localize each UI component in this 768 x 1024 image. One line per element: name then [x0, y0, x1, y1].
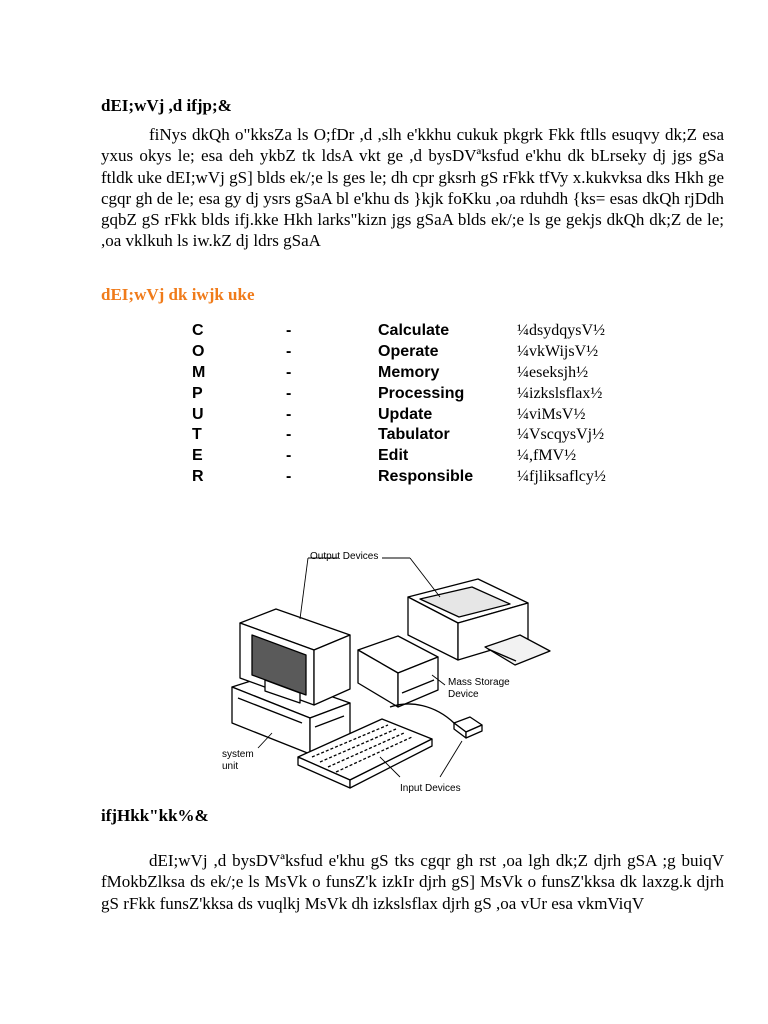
heading-computer-intro: dEI;wVj ,d ifjp;&: [101, 96, 232, 115]
acronym-letter: M: [192, 363, 206, 381]
label-system: system: [222, 749, 254, 760]
acronym-row: [188, 404, 606, 425]
acronym-letter: U: [192, 405, 204, 423]
acronym-letter: E: [192, 447, 203, 465]
acronym-dash: -: [286, 363, 292, 381]
computer-system-drawing: [210, 535, 560, 800]
acronym-row: [188, 363, 606, 384]
acronym-word: Tabulator: [378, 426, 450, 444]
acronym-row: [188, 467, 606, 488]
acronym-hindi: ¼vkWijsV½: [517, 343, 599, 361]
acronym-dash: -: [286, 405, 292, 423]
acronym-letter: R: [192, 467, 204, 485]
acronym-dash: -: [286, 447, 292, 465]
acronym-row: [188, 342, 606, 363]
acronym-hindi: ¼eseksjh½: [517, 363, 589, 381]
acronym-hindi: ¼fjliksaflcy½: [517, 467, 606, 485]
acronym-letter: T: [192, 426, 202, 444]
label-unit: unit: [222, 761, 239, 772]
acronym-letter: O: [192, 343, 205, 361]
heading-full-form: dEI;wVj dk iwjk uke: [101, 285, 255, 304]
acronym-row: [188, 425, 606, 446]
label-mass-storage-device: Device: [448, 689, 479, 700]
acronym-row: [188, 383, 606, 404]
heading-definition: ifjHkk"kk%&: [101, 806, 209, 825]
acronym-word: Processing: [378, 384, 465, 402]
acronym-word: Edit: [378, 447, 409, 465]
acronym-word: Operate: [378, 343, 439, 361]
label-mass-storage: Mass Storage: [448, 677, 510, 688]
acronym-letter: P: [192, 384, 203, 402]
acronym-hindi: ¼VscqysVj½: [517, 426, 605, 444]
acronym-dash: -: [286, 467, 292, 485]
mass-storage-icon: [358, 636, 438, 707]
acronym-dash: -: [286, 322, 292, 340]
acronym-letter: C: [192, 322, 204, 340]
acronym-dash: -: [286, 384, 292, 402]
acronym-hindi: ¼viMsV½: [517, 405, 586, 423]
acronym-hindi: ¼izkslsflax½: [517, 384, 603, 402]
acronym-word: Calculate: [378, 322, 450, 340]
acronym-hindi: ¼dsydqysV½: [517, 322, 606, 340]
intro-paragraph: fiNys dkQh o"kksZa ls O;fDr ,d ,slh e'kkhu cukuk pkgrk Fkk ftlls esuqvy dk;Z esa yxus okys le; esa deh ykbZ tk ldsA vkt ge ,d bysDVªksfud e'khu dk bLrseky dj jgs gSa ftldk uke dEI;wVj gS] blds ek/;e ls ges le; dh cpr gksrh gS rFkk tfVy x.kukvksa dks Hkh ge cgqr gh de le; esa gy dj ysrs gSaA bl e'khu ds }kjk foKku ,oa rduhdh {ks= esas dkQh rjDdh gqbZ gS rFkk blds ifj.kke Hkh larks"kizn jgs gSaA blds ek/;e ls ge gekjs dkQh dk;Z de le; ,oa vklkuh ls iw.kZ dj ldrs gSaA: [101, 125, 724, 251]
acronym-word: Memory: [378, 363, 440, 381]
acronym-dash: -: [286, 426, 292, 444]
acronym-dash: -: [286, 343, 292, 361]
acronym-word: Update: [378, 405, 433, 423]
acronym-row: [188, 446, 606, 467]
acronym-table: [188, 321, 606, 487]
label-output-devices: Output Devices: [310, 551, 379, 562]
acronym-hindi: ¼,fMV½: [517, 447, 577, 465]
acronym-row: [188, 321, 606, 342]
acronym-word: Responsible: [378, 467, 474, 485]
computer-system-illustration: [210, 535, 560, 800]
label-input-devices: Input Devices: [400, 783, 461, 794]
definition-paragraph: dEI;wVj ,d bysDVªksfud e'khu gS tks cgqr gh rst ,oa lgh dk;Z djrh gSA ;g buiqV fMokbZlksa ds ek/;e ls MsVk o funsZ'k izkIr djrh gS] MsVk o funsZ'kksa dk laxzg.k djrh gS rFkk funsZ'kksa ds vuqlkj MsVk dh izkslsflax djrh gS ,oa vUr esa vkmViqV: [101, 851, 724, 913]
